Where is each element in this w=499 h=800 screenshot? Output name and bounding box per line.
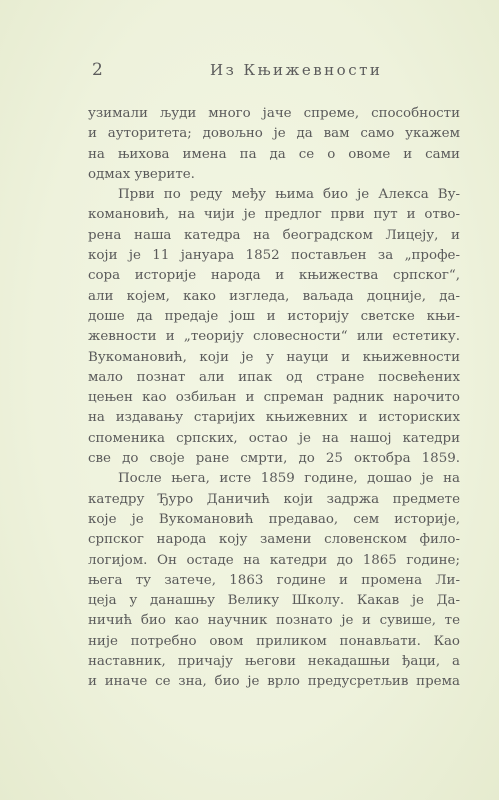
text-line: све до своје ране смрти, до 25 октобра 1859.: [88, 451, 460, 467]
text-line: на њихова имена па да се о овоме и сами: [88, 146, 460, 162]
text-line: жевности и „теорију словесности“ или естетику.: [88, 329, 460, 345]
text-line: није потребно овом приликом понављати. Као: [88, 633, 460, 649]
text-line: узимали људи много јаче спреме, способности: [88, 106, 460, 121]
text-line: После њега, исте 1859 године, дошао је на: [118, 471, 460, 487]
text-line: одмах уверите.: [88, 166, 195, 182]
text-line: који је 11 јануара 1852 постављен за „профе-: [88, 248, 460, 264]
text-line: цеја у данашњу Велику Школу. Какав је Да-: [88, 593, 460, 609]
text-line: али којем, како изгледа, ваљада доцније, да-: [88, 288, 460, 304]
text-line: рена наша катедра на београдском Лицеју, и: [88, 227, 460, 243]
text-line: мало познат али ипак од стране посвећених: [88, 369, 460, 385]
text-line: Вукомановић, који је у науци и књижевности: [88, 349, 460, 365]
text-line: цењен као озбиљан и спреман радник нарочито: [88, 390, 460, 406]
text-line: доше да предаје још и историју светске књи-: [88, 308, 460, 324]
text-line: и ауторитета; довољно је да вам само укажем: [88, 126, 460, 142]
text-line: наставник, причају његови некадашњи ђаци, а: [88, 654, 460, 670]
text-line: логијом. Он остаде на катедри до 1865 године;: [88, 552, 460, 568]
text-line: на издавању старијих књижевних и историских: [88, 410, 460, 426]
body-text: [88, 104, 460, 693]
text-line: споменика српских, остао је на нашој катедри: [88, 430, 460, 446]
text-line: српског народа коју замени словенском фило-: [88, 532, 460, 548]
text-line: и иначе се зна, био је врло предусретљив према: [88, 674, 460, 690]
running-title: Из Књижевности: [210, 61, 383, 79]
text-line: Први по реду међу њима био је Алекса Ву-: [118, 187, 460, 203]
page-number: 2: [92, 60, 104, 80]
page-header: [92, 60, 464, 82]
text-line: ничић био као научник познато је и сувише, те: [88, 613, 460, 629]
text-line: које је Вукомановић предавао, сем историје,: [88, 511, 460, 527]
text-line: сора историје народа и књижества српског“,: [88, 268, 460, 284]
text-line: катедру Ђуро Даничић који задржа предмете: [88, 491, 460, 507]
text-line: комановић, на чији је предлог први пут и отво-: [88, 207, 460, 223]
text-line: њега ту затече, 1863 године и промена Ли-: [88, 572, 460, 588]
